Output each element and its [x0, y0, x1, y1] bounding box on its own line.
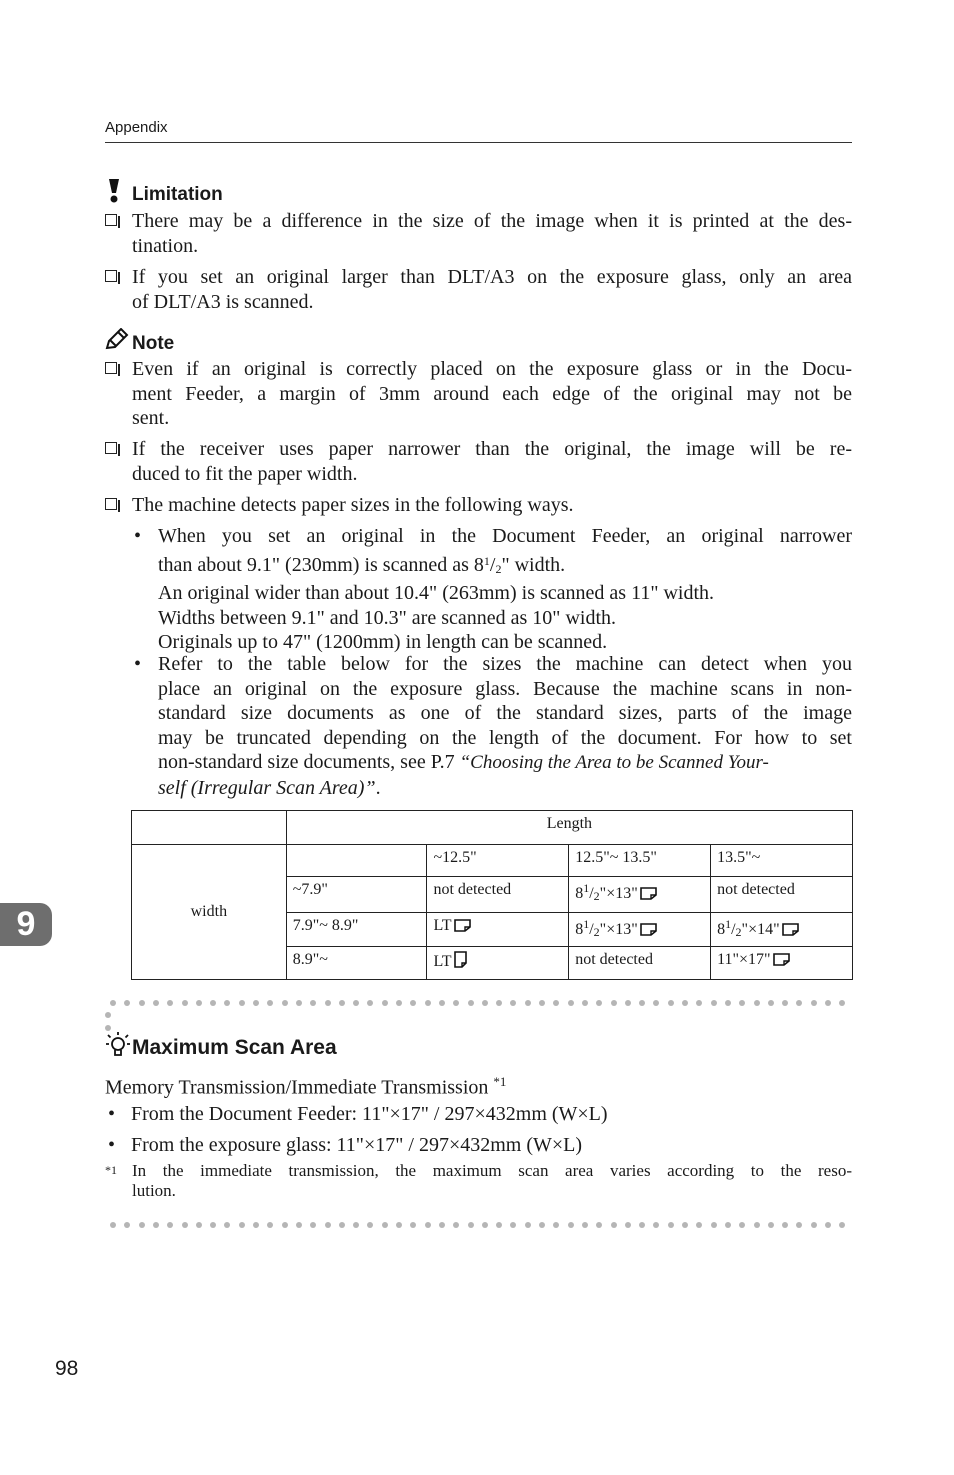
- separator-dot: [639, 1222, 645, 1228]
- cross-reference-link[interactable]: “Choosing the Area to be Scanned Your-: [459, 752, 769, 773]
- fraction-denominator: 2: [593, 925, 600, 939]
- text-line: In the immediate transmission, the maximum scan area varies according to the reso-: [132, 1161, 852, 1180]
- separator-dot: [639, 1000, 645, 1006]
- separator-dot: [282, 1000, 288, 1006]
- separator-dot: [296, 1222, 302, 1228]
- text-line: [158, 776, 852, 801]
- separator-dot: [625, 1000, 631, 1006]
- separator-dot: [253, 1222, 259, 1228]
- separator-dot: [239, 1000, 245, 1006]
- text-fragment: LT: [433, 953, 452, 970]
- bullet-item: [131, 524, 852, 655]
- separator-dot: [496, 1000, 502, 1006]
- separator-dot: [425, 1000, 431, 1006]
- fraction-numerator: 1: [483, 553, 490, 568]
- separator-dot: [825, 1000, 831, 1006]
- separator-dot: [139, 1222, 145, 1228]
- text-line: If the receiver uses paper narrower than the original, the image will be re-: [132, 438, 852, 460]
- table-cell: ~7.9": [286, 877, 427, 913]
- separator-dot: [196, 1000, 202, 1006]
- separator-dot: [310, 1000, 316, 1006]
- text-line: duced to fit the paper width.: [132, 462, 358, 485]
- separator-dot: [367, 1000, 373, 1006]
- table-header-cell: 13.5"~: [711, 845, 853, 877]
- separator-dot: [110, 1000, 116, 1006]
- landscape-orientation-icon: [773, 953, 790, 966]
- separator-dot: [468, 1222, 474, 1228]
- separator-dot: [325, 1000, 331, 1006]
- text-line: of DLT/A3 is scanned.: [132, 290, 314, 313]
- landscape-orientation-icon: [454, 919, 471, 932]
- separator-dot: [668, 1222, 674, 1228]
- table-header-cell: [286, 845, 427, 877]
- list-item: [105, 1102, 608, 1127]
- separator-dot: [653, 1000, 659, 1006]
- table-cell: [427, 913, 569, 947]
- separator-dot: [754, 1222, 760, 1228]
- fraction-numerator: 1: [725, 917, 732, 931]
- separator-dot: [124, 1000, 130, 1006]
- limitation-title: Limitation: [132, 184, 223, 205]
- separator-dot: [282, 1222, 288, 1228]
- table-cell: not detected: [569, 947, 711, 980]
- note-item: [105, 493, 852, 518]
- chapter-tab[interactable]: 9: [0, 903, 52, 946]
- footnote-mark: *1: [105, 1163, 117, 1177]
- length-header: Length: [286, 811, 852, 845]
- cross-reference-link[interactable]: self (Irregular Scan Area)”: [158, 776, 376, 799]
- text-fragment: From the Document Feeder: 11"×17" / 297×432mm (W×L): [131, 1103, 608, 1125]
- text-fragment: Memory Transmission/Immediate Transmission: [105, 1076, 494, 1099]
- width-header: width: [132, 845, 287, 980]
- separator-dot: [339, 1000, 345, 1006]
- separator-dot: [224, 1222, 230, 1228]
- text-line: place an original on the exposure glass. Because the machine scans in non-: [158, 677, 852, 700]
- separator-dot: [210, 1000, 216, 1006]
- separator-dot: [582, 1000, 588, 1006]
- max-scan-title: Maximum Scan Area: [132, 1036, 337, 1059]
- text-fragment: From the exposure glass: 11"×17" / 297×432mm (W×L): [131, 1134, 583, 1156]
- note-title: Note: [132, 333, 175, 354]
- separator-dot: [582, 1222, 588, 1228]
- lightbulb-icon: [105, 1031, 131, 1061]
- separator-dot: [525, 1000, 531, 1006]
- text-fragment: 11"×17": [717, 951, 771, 968]
- separator-dot: [153, 1222, 159, 1228]
- text-fragment: 8: [575, 885, 584, 902]
- running-header: Appendix: [105, 119, 168, 136]
- text-fragment: 8: [575, 921, 584, 938]
- text-fragment: " width.: [501, 553, 566, 576]
- text-fragment: "×14": [741, 921, 780, 938]
- separator-dot: [553, 1000, 559, 1006]
- separator-dot: [653, 1222, 659, 1228]
- table-cell: [427, 947, 569, 980]
- text-line: There may be a difference in the size of the image when it is printed at the des-: [132, 210, 852, 232]
- text-line: standard size documents as one of the standard sizes, parts of the image: [158, 702, 852, 724]
- separator-dot: [568, 1222, 574, 1228]
- separator-dot: [839, 1000, 845, 1006]
- landscape-orientation-icon: [782, 923, 799, 936]
- footnote: [105, 1161, 852, 1201]
- text-line: lution.: [132, 1181, 176, 1200]
- table-cell: $8^1/_2"\times 13$": [569, 877, 711, 913]
- separator-dot: [739, 1222, 745, 1228]
- table-header-cell: 12.5"~ 13.5": [569, 845, 711, 877]
- separator-dot: [396, 1222, 402, 1228]
- separator-dot: [696, 1000, 702, 1006]
- table-cell: 8.9"~: [286, 947, 427, 980]
- table-cell: $8^1/_2"\times 14$": [711, 913, 853, 947]
- checkbox-icon: [105, 214, 117, 226]
- text-line: than about 9.1" (230mm) is scanned as $8^1/_2$" width.: [158, 553, 566, 576]
- separator-dot: [382, 1000, 388, 1006]
- separator-dot: [768, 1000, 774, 1006]
- note-item: [105, 437, 852, 486]
- separator-dot: [310, 1222, 316, 1228]
- separator-dot: [625, 1222, 631, 1228]
- separator-dot: [267, 1222, 273, 1228]
- separator-dot: [105, 1012, 111, 1018]
- separator-dot: [611, 1000, 617, 1006]
- separator-dot: [367, 1222, 373, 1228]
- separator-dot: [811, 1222, 817, 1228]
- landscape-orientation-icon: [640, 923, 657, 936]
- dotted-separator: [110, 1222, 852, 1228]
- separator-dot: [811, 1000, 817, 1006]
- text-line: tination.: [132, 234, 199, 257]
- separator-dot: [453, 1000, 459, 1006]
- checkbox-icon: [105, 362, 117, 374]
- fraction-numerator: 1: [583, 917, 590, 931]
- separator-dot: [239, 1222, 245, 1228]
- table-cell: [711, 947, 853, 980]
- separator-dot: [482, 1222, 488, 1228]
- separator-dot: [124, 1222, 130, 1228]
- portrait-orientation-icon: [454, 951, 467, 968]
- limitation-item: [105, 209, 852, 258]
- separator-dot: [782, 1000, 788, 1006]
- separator-dot: [439, 1000, 445, 1006]
- table-cell: 7.9"~ 8.9": [286, 913, 427, 947]
- separator-dot: [210, 1222, 216, 1228]
- separator-dot: [482, 1000, 488, 1006]
- header-rule: [105, 142, 852, 143]
- separator-dot: [382, 1222, 388, 1228]
- text-line: ment Feeder, a margin of 3mm around each edge of the original may not be: [132, 382, 852, 405]
- separator-dot: [768, 1222, 774, 1228]
- separator-dot: [796, 1000, 802, 1006]
- footnote-reference[interactable]: *1: [493, 1074, 507, 1089]
- separator-dot: [353, 1000, 359, 1006]
- checkbox-icon: [105, 270, 117, 282]
- separator-dot: [139, 1000, 145, 1006]
- separator-dot: [696, 1222, 702, 1228]
- separator-dot: [182, 1222, 188, 1228]
- bullet-icon: •: [134, 653, 142, 675]
- list-item: [105, 1133, 582, 1158]
- landscape-orientation-icon: [640, 887, 657, 900]
- separator-dot: [539, 1222, 545, 1228]
- bullet-icon: •: [108, 1134, 116, 1156]
- separator-dot: [725, 1000, 731, 1006]
- text-line: If you set an original larger than DLT/A3 on the exposure glass, only an area: [132, 266, 852, 288]
- paper-size-table: [131, 810, 853, 980]
- separator-dot: [668, 1000, 674, 1006]
- separator-dot: [825, 1222, 831, 1228]
- separator-dot: [410, 1000, 416, 1006]
- separator-dot: [682, 1000, 688, 1006]
- text-line: sent.: [132, 407, 170, 429]
- separator-dot: [739, 1000, 745, 1006]
- table-cell: not detected: [427, 877, 569, 913]
- text-line: Originals up to 47" (1200mm) in length can be scanned.: [158, 631, 608, 653]
- checkbox-icon: [105, 442, 117, 454]
- separator-dot: [410, 1222, 416, 1228]
- text-fragment: "×13": [599, 885, 638, 902]
- text-line: The machine detects paper sizes in the following ways.: [132, 494, 574, 516]
- separator-dot: [568, 1000, 574, 1006]
- separator-dot: [339, 1222, 345, 1228]
- separator-dot: [553, 1222, 559, 1228]
- separator-dot: [611, 1222, 617, 1228]
- text-fragment: .: [375, 776, 381, 799]
- separator-dot: [325, 1222, 331, 1228]
- separator-dot: [396, 1000, 402, 1006]
- text-fragment: than about 9.1" (230mm) is scanned as 8: [158, 553, 484, 576]
- separator-dot: [782, 1222, 788, 1228]
- separator-dot: [596, 1222, 602, 1228]
- separator-dot: [510, 1222, 516, 1228]
- separator-dot: [425, 1222, 431, 1228]
- text-line: An original wider than about 10.4" (263mm) is scanned as 11" width.: [158, 582, 715, 604]
- separator-dot: [196, 1222, 202, 1228]
- separator-dot: [296, 1000, 302, 1006]
- separator-dot: [711, 1222, 717, 1228]
- fraction-denominator: 2: [735, 925, 742, 939]
- table-cell: not detected: [711, 877, 853, 913]
- separator-dot: [839, 1222, 845, 1228]
- bullet-icon: •: [134, 525, 142, 547]
- dotted-separator: [110, 1000, 852, 1006]
- separator-dot: [353, 1222, 359, 1228]
- separator-dot: [496, 1222, 502, 1228]
- separator-dot: [725, 1222, 731, 1228]
- table-corner-cell: [132, 811, 287, 845]
- text-fragment: 8: [717, 921, 726, 938]
- table-cell: $8^1/_2"\times 13$": [569, 913, 711, 947]
- text-line: may be truncated depending on the length of the document. For how to set: [158, 726, 852, 749]
- limitation-item: [105, 265, 852, 314]
- text-fragment: LT: [433, 917, 452, 934]
- exclamation-icon: [105, 178, 123, 204]
- fraction-denominator: 2: [593, 889, 600, 903]
- fraction-denominator: 2: [495, 561, 502, 576]
- text-line: When you set an original in the Document Feeder, an original narrower: [158, 525, 852, 547]
- fraction-numerator: 1: [583, 881, 590, 895]
- pencil-icon: [105, 328, 129, 350]
- checkbox-icon: [105, 498, 117, 510]
- separator-dot: [682, 1222, 688, 1228]
- bullet-icon: •: [108, 1103, 116, 1125]
- text-line: Refer to the table below for the sizes the machine can detect when you: [158, 653, 852, 675]
- separator-dot: [453, 1222, 459, 1228]
- separator-dot: [224, 1000, 230, 1006]
- bullet-item: [131, 652, 852, 800]
- separator-dot: [110, 1222, 116, 1228]
- separator-dot: [510, 1000, 516, 1006]
- separator-dot: [754, 1000, 760, 1006]
- text-line: [158, 750, 852, 776]
- separator-dot: [267, 1000, 273, 1006]
- text-line: Widths between 9.1" and 10.3" are scanned as 10" width.: [158, 606, 617, 629]
- separator-dot: [539, 1000, 545, 1006]
- separator-dot: [182, 1000, 188, 1006]
- separator-dot: [525, 1222, 531, 1228]
- separator-dot: [153, 1000, 159, 1006]
- separator-dot: [253, 1000, 259, 1006]
- separator-dot: [468, 1000, 474, 1006]
- separator-dot: [711, 1000, 717, 1006]
- table-header-cell: ~12.5": [427, 845, 569, 877]
- note-item: [105, 357, 852, 431]
- separator-dot: [167, 1000, 173, 1006]
- separator-dot: [167, 1222, 173, 1228]
- page-number: 98: [55, 1357, 79, 1380]
- max-scan-intro: [105, 1070, 506, 1100]
- separator-dot: [796, 1222, 802, 1228]
- separator-dot: [596, 1000, 602, 1006]
- text-fragment: non-standard size documents, see P.7: [158, 751, 460, 773]
- text-fragment: "×13": [599, 921, 638, 938]
- text-line: Even if an original is correctly placed on the exposure glass or in the Docu-: [132, 358, 852, 380]
- separator-dot: [439, 1222, 445, 1228]
